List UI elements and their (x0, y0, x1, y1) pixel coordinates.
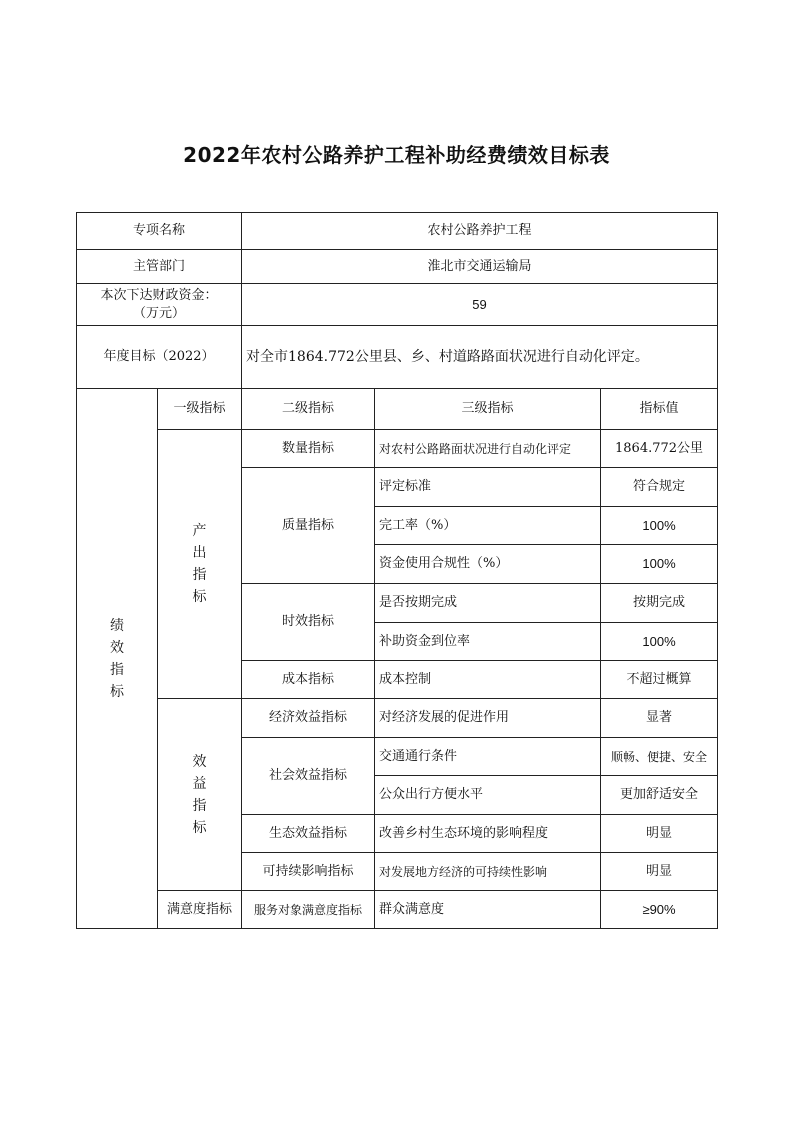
fund-label (77, 284, 242, 326)
sustainable-l3: 对发展地方经济的可持续性影响 (375, 853, 601, 891)
sustainable-l2: 可持续影响指标 (242, 853, 375, 891)
table-row (77, 891, 718, 929)
satisfaction-category: 满意度指标 (158, 891, 242, 929)
table-row (77, 250, 718, 284)
quality-l3-3: 资金使用合规性（%） (375, 545, 601, 584)
table-row (77, 389, 718, 430)
quality-l3-2: 完工率（%） (375, 507, 601, 545)
satisfaction-value: ≥90% (601, 891, 718, 929)
social-value-1: 顺畅、便捷、安全 (601, 738, 718, 776)
page-title: 2022年农村公路养护工程补助经费绩效目标表 (183, 143, 610, 167)
cost-l3: 成本控制 (375, 661, 601, 699)
goal-value: 对全市1864.772公里县、乡、村道路路面状况进行自动化评定。 (242, 326, 718, 389)
quality-l2: 质量指标 (242, 468, 375, 584)
economic-l3: 对经济发展的促进作用 (375, 699, 601, 738)
fund-value: 59 (242, 284, 718, 326)
table-row (77, 284, 718, 326)
header-level2: 二级指标 (242, 389, 375, 430)
timeliness-value-1: 按期完成 (601, 584, 718, 623)
timeliness-l3-1: 是否按期完成 (375, 584, 601, 623)
quality-value-3: 100% (601, 545, 718, 584)
timeliness-value-2: 100% (601, 623, 718, 661)
output-category-label: 产出指标 (192, 523, 207, 605)
economic-l2: 经济效益指标 (242, 699, 375, 738)
quality-value-2: 100% (601, 507, 718, 545)
quantity-value: 1864.772公里 (601, 430, 718, 468)
benefit-category (158, 699, 242, 891)
output-category (158, 430, 242, 699)
quantity-l3: 对农村公路路面状况进行自动化评定 (375, 430, 601, 468)
ecological-l3: 改善乡村生态环境的影响程度 (375, 815, 601, 853)
table-row (77, 213, 718, 250)
performance-table (76, 212, 718, 929)
sustainable-value: 明显 (601, 853, 718, 891)
cost-l2: 成本指标 (242, 661, 375, 699)
dept-value: 淮北市交通运输局 (242, 250, 718, 284)
project-value: 农村公路养护工程 (242, 213, 718, 250)
table-row (77, 430, 718, 468)
header-value: 指标值 (601, 389, 718, 430)
performance-category (77, 389, 158, 929)
timeliness-l2: 时效指标 (242, 584, 375, 661)
performance-category-label: 绩效指标 (109, 617, 124, 700)
social-l3-2: 公众出行方便水平 (375, 776, 601, 815)
table-row (77, 699, 718, 738)
social-l2: 社会效益指标 (242, 738, 375, 815)
fund-label-line2: （万元） (133, 305, 186, 321)
quantity-l2: 数量指标 (242, 430, 375, 468)
dept-label: 主管部门 (77, 250, 242, 284)
table-row (77, 326, 718, 389)
economic-value: 显著 (601, 699, 718, 738)
goal-label: 年度目标（2022） (77, 326, 242, 389)
benefit-category-label: 效益指标 (192, 753, 207, 836)
quality-value-1: 符合规定 (601, 468, 718, 507)
header-level1: 一级指标 (158, 389, 242, 430)
header-level3: 三级指标 (375, 389, 601, 430)
satisfaction-l2: 服务对象满意度指标 (242, 891, 375, 929)
social-l3-1: 交通通行条件 (375, 738, 601, 776)
timeliness-l3-2: 补助资金到位率 (375, 623, 601, 661)
satisfaction-l3: 群众满意度 (375, 891, 601, 929)
ecological-value: 明显 (601, 815, 718, 853)
cost-value: 不超过概算 (601, 661, 718, 699)
ecological-l2: 生态效益指标 (242, 815, 375, 853)
fund-label-line1: 本次下达财政资金： (100, 287, 218, 303)
project-label: 专项名称 (77, 213, 242, 250)
quality-l3-1: 评定标准 (375, 468, 601, 507)
social-value-2: 更加舒适安全 (601, 776, 718, 815)
